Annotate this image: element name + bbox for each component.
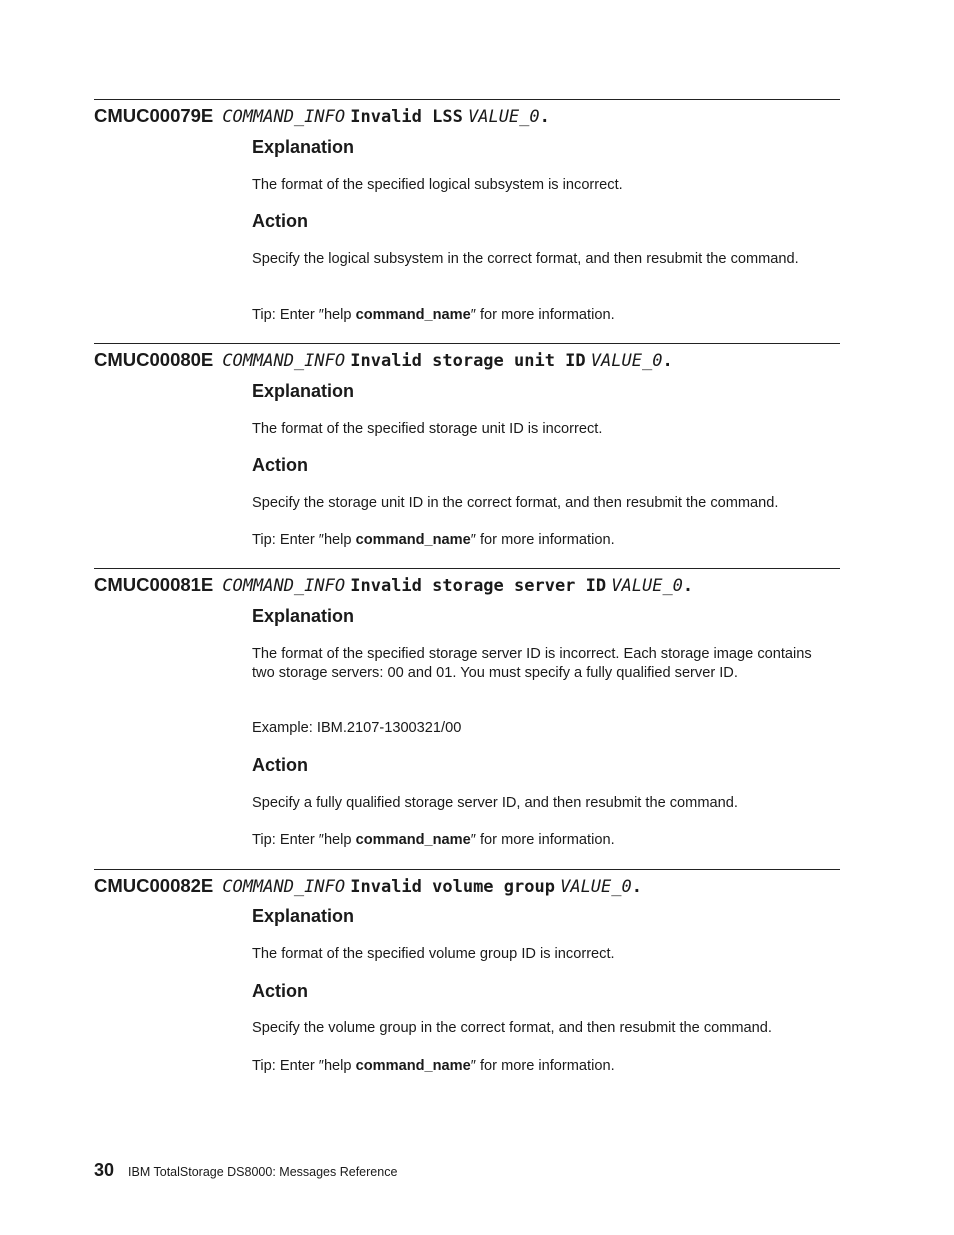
explanation-text: The format of the specified storage unit ID is incorrect. bbox=[252, 421, 603, 437]
message-entry bbox=[94, 568, 840, 854]
message-id: CMUC00079E bbox=[94, 105, 214, 126]
value-variable: VALUE_0 bbox=[560, 877, 632, 897]
action-heading: Action bbox=[252, 211, 308, 231]
message-entry bbox=[94, 869, 840, 1080]
value-variable: VALUE_0 bbox=[467, 107, 540, 127]
tip-text: Tip: Enter ″help command_name″ for more information. bbox=[252, 307, 615, 323]
message-period: . bbox=[662, 351, 673, 371]
message-entry bbox=[94, 99, 840, 330]
tip-text: Tip: Enter ″help command_name″ for more information. bbox=[252, 1058, 615, 1074]
command-name-placeholder: command_name bbox=[355, 307, 471, 323]
command-name-placeholder: command_name bbox=[355, 1058, 471, 1074]
action-text: Specify a fully qualified storage server ID, and then resubmit the command. bbox=[252, 795, 738, 811]
action-heading: Action bbox=[252, 755, 308, 775]
message-period: . bbox=[631, 877, 642, 897]
message-entry bbox=[94, 343, 840, 554]
action-text: Specify the storage unit ID in the correct format, and then resubmit the command. bbox=[252, 495, 779, 511]
message-period: . bbox=[682, 576, 694, 596]
message-heading bbox=[94, 104, 550, 129]
message-heading bbox=[94, 573, 693, 598]
example-text: Example: IBM.2107-1300321/00 bbox=[252, 720, 462, 736]
tip-text: Tip: Enter ″help command_name″ for more information. bbox=[252, 532, 615, 548]
command-info-variable: COMMAND_INFO bbox=[222, 576, 346, 596]
explanation-text: The format of the specified storage server ID is incorrect. Each storage image contains two storage servers: 00 and 01. You must specify a fully qualified server ID. bbox=[252, 646, 812, 681]
explanation-text: The format of the specified logical subsystem is incorrect. bbox=[252, 177, 623, 193]
message-text: Invalid storage unit ID bbox=[350, 351, 586, 371]
action-heading: Action bbox=[252, 455, 308, 475]
command-name-placeholder: command_name bbox=[355, 832, 471, 848]
explanation-heading: Explanation bbox=[252, 137, 355, 157]
explanation-heading: Explanation bbox=[252, 606, 355, 626]
message-heading bbox=[94, 348, 673, 373]
action-text: Specify the logical subsystem in the correct format, and then resubmit the command. bbox=[252, 251, 799, 267]
command-info-variable: COMMAND_INFO bbox=[222, 877, 346, 897]
message-text: Invalid storage server ID bbox=[350, 576, 607, 596]
message-heading bbox=[94, 874, 642, 899]
message-id: CMUC00080E bbox=[94, 349, 214, 370]
explanation-heading: Explanation bbox=[252, 381, 355, 401]
explanation-text: The format of the specified volume group ID is incorrect. bbox=[252, 946, 615, 962]
footer-title: IBM TotalStorage DS8000: Messages Reference bbox=[128, 1165, 398, 1179]
message-text: Invalid LSS bbox=[350, 107, 463, 127]
command-info-variable: COMMAND_INFO bbox=[222, 107, 346, 127]
explanation-heading: Explanation bbox=[252, 906, 355, 926]
command-name-placeholder: command_name bbox=[355, 532, 471, 548]
value-variable: VALUE_0 bbox=[590, 351, 663, 371]
value-variable: VALUE_0 bbox=[611, 576, 683, 596]
page-number: 30 bbox=[94, 1160, 115, 1180]
page-footer bbox=[94, 1160, 397, 1181]
command-info-variable: COMMAND_INFO bbox=[222, 351, 346, 371]
action-heading: Action bbox=[252, 981, 308, 1001]
message-id: CMUC00082E bbox=[94, 875, 214, 896]
message-text: Invalid volume group bbox=[350, 877, 555, 897]
tip-text: Tip: Enter ″help command_name″ for more information. bbox=[252, 832, 615, 848]
message-id: CMUC00081E bbox=[94, 574, 214, 595]
action-text: Specify the volume group in the correct format, and then resubmit the command. bbox=[252, 1020, 772, 1036]
message-period: . bbox=[539, 107, 550, 127]
